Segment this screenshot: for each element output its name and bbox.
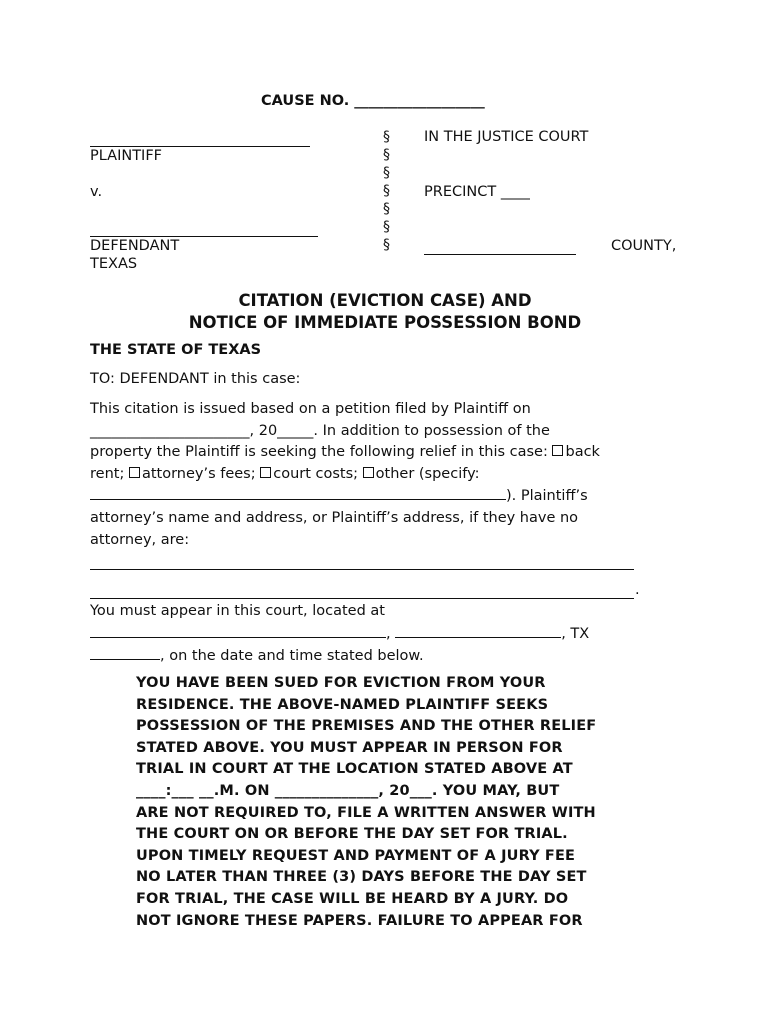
county-label: COUNTY, [611,238,677,254]
back-rent-label: back [565,444,600,461]
paragraph-line [90,442,650,464]
paragraph-line [90,623,650,646]
defendant-blank[interactable] [90,236,318,237]
petition-date-blank[interactable]: ______________________ [90,422,250,439]
attorney-fees-label: attorney’s fees; [141,465,256,482]
section-symbol: § [383,201,390,217]
relief-intro-text: property the Plaintiff is seeking the following relief in this case: [90,444,548,461]
plaintiffs-attorney-text: ). Plaintiff’s [506,488,588,505]
court-costs-checkbox[interactable] [260,467,271,478]
texas-label: TEXAS [90,256,138,272]
address-period: . [635,582,640,598]
appearance-paragraph [90,601,650,668]
warning-line: STATED ABOVE. YOU MUST APPEAR IN PERSON FOR [136,739,563,756]
warning-line: RESIDENCE. THE ABOVE-NAMED PLAINTIFF SEEKS [136,696,549,713]
section-symbol: § [383,129,390,145]
defendant-label: DEFENDANT [90,238,180,254]
attorney-fees-checkbox[interactable] [129,467,140,478]
paragraph-line: attorney, are: [90,531,190,548]
warning-line: NOT IGNORE THESE PAPERS. FAILURE TO APPEAR FOR [136,912,583,929]
warning-line: TRIAL IN COURT AT THE LOCATION STATED ABOVE AT [136,761,573,778]
other-relief-label: other (specify: [375,465,480,482]
other-relief-checkbox[interactable] [363,467,374,478]
state-tx: , TX [561,625,590,642]
warning-line: YOU HAVE BEEN SUED FOR EVICTION FROM YOUR [136,675,546,691]
paragraph-line: attorney’s name and address, or Plaintiff’s address, if they have no [90,509,579,526]
warning-line: FOR TRIAL, THE CASE WILL BE HEARD BY A JURY. DO [136,890,569,907]
cause-number: CAUSE NO. __________________ [261,93,485,109]
attorney-address-blank-1[interactable] [90,569,634,570]
other-relief-blank[interactable] [90,485,506,500]
court-label: IN THE JUSTICE COURT [424,129,589,145]
petition-year-text: , 20_____. In addition to possession of the [249,422,550,439]
eviction-warning [136,673,616,932]
address-separator: , [386,625,396,642]
section-symbol: § [383,165,390,181]
paragraph-line: This citation is issued based on a petition filed by Plaintiff on [90,401,531,417]
court-address-blank[interactable] [90,623,386,638]
date-time-text: , on the date and time stated below. [160,648,424,665]
paragraph-line [90,464,650,486]
section-symbol: § [383,183,390,199]
paragraph-line [90,421,650,443]
plaintiff-label: PLAINTIFF [90,148,163,164]
back-rent-label-cont: rent; [90,465,125,482]
section-symbol: § [383,147,390,163]
paragraph-line: You must appear in this court, located at [90,603,385,619]
to-line: TO: DEFENDANT in this case: [90,371,301,387]
document-title-line2: NOTICE OF IMMEDIATE POSSESSION BOND [188,313,582,332]
warning-line: ____:___ __.M. ON ______________, 20___. YOU MAY, BUT [136,782,560,799]
court-city-blank[interactable] [395,623,561,638]
document-title-line1: CITATION (EVICTION CASE) AND [238,291,532,310]
plaintiff-blank[interactable] [90,146,310,147]
citation-paragraph [90,399,650,551]
back-rent-checkbox[interactable] [552,445,563,456]
attorney-address-blank-2[interactable] [90,598,634,599]
section-symbol: § [383,237,390,253]
warning-line: ARE NOT REQUIRED TO, FILE A WRITTEN ANSWER WITH [136,804,596,821]
paragraph-line [90,645,650,668]
zip-code-blank[interactable] [90,645,160,660]
warning-line: THE COURT ON OR BEFORE THE DAY SET FOR TRIAL. [136,826,568,843]
county-blank[interactable] [424,254,576,255]
warning-line: UPON TIMELY REQUEST AND PAYMENT OF A JURY FEE [136,847,576,864]
warning-line: POSSESSION OF THE PREMISES AND THE OTHER RELIEF [136,718,597,735]
warning-line: NO LATER THAN THREE (3) DAYS BEFORE THE DAY SET [136,869,587,886]
section-symbol: § [383,219,390,235]
precinct-label: PRECINCT ____ [424,184,530,200]
state-heading: THE STATE OF TEXAS [90,342,262,358]
court-costs-label: court costs; [273,465,359,482]
paragraph-line [90,485,650,508]
versus-label: v. [90,184,103,200]
